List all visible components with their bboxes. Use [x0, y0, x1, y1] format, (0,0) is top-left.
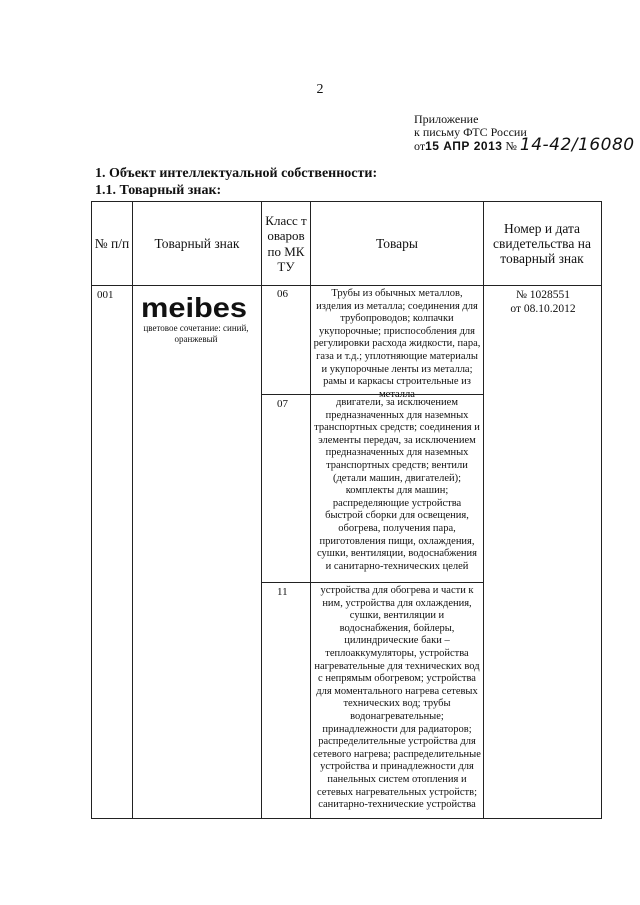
header-number: № п/п [94, 236, 130, 251]
table-border-left [91, 201, 92, 819]
trademark-table [91, 201, 602, 819]
meibes-logo [139, 293, 249, 323]
number-label: № [505, 139, 517, 153]
logo-caption: цветовое сочетание: синий, оранжевый [143, 323, 249, 344]
certificate-cell [486, 288, 600, 316]
page-number: 2 [316, 82, 324, 97]
column-divider [132, 201, 133, 819]
certificate-date: от 08.10.2012 [510, 303, 576, 315]
header-certificate: Номер и дата свидетельства на товарный знак [493, 221, 591, 266]
appendix-date-number [414, 135, 635, 155]
certificate-number: № 1028551 [515, 289, 571, 301]
logo-wordmark: meibes [141, 293, 247, 323]
header-goods: Товары [376, 236, 418, 251]
section-heading: 1. Объект интеллектуальной собственности: [95, 166, 378, 181]
table-border-right [601, 201, 602, 819]
class-number: 06 [277, 288, 288, 300]
table-header-divider [91, 285, 602, 286]
class-number: 07 [277, 398, 288, 410]
goods-description: Трубы из обычных металлов, изделия из металла; соединения для трубопроводов; колпачки укупорочные; приспособления для регулировки расхода жидкости, пара, газа и т.д.; уплотняющие материалы и укупорочные ленты из металла; рамы и каркасы строительные из металла [313, 288, 481, 400]
goods-description: устройства для обогрева и части к ним, устройства для охлаждения, сушки, вентиляции и водоснабжения, бойлеры, цилиндрические баки – теплоаккумуляторы, устройства нагревательные для технических вод с непрямым обогревом; устройства для моментального нагрева сетевых технических вод; трубы водонагревательные; принадлежности для радиаторов; распределительные устройства для сетевого нагрева; распределительные устройства и принадлежности для панельных систем отопления и сетевых нагревательных устройств; санитарно-технические устройства [313, 585, 481, 811]
column-divider [310, 201, 311, 819]
header-trademark: Товарный знак [154, 236, 240, 251]
subsection-heading: 1.1. Товарный знак: [95, 183, 222, 198]
handwritten-number: 14-42/16080 [519, 135, 635, 155]
column-divider [483, 201, 484, 819]
from-label: от [414, 139, 426, 153]
header-class: Класс товаров по МКТУ [265, 212, 307, 274]
column-divider [261, 201, 262, 819]
goods-description: двигатели, за исключением предназначенных для наземных транспортных средств; соединения и элементы передач, за исключением предназначенных для наземных транспортных средств; вентили (детали машин, двигателей); комплекты для машин; распределяющие устройства быстрой сборки для освещения, обогрева, получения пара, приготовления пищи, охлаждения, сушки, вентиляции, водоснабжения и санитарно-технических целей [314, 397, 480, 572]
appendix-block [414, 113, 635, 153]
class-row-divider [261, 582, 484, 583]
class-number: 11 [277, 586, 288, 598]
table-border-bottom [91, 818, 602, 819]
appendix-letter-ref: к письму ФТС России [414, 125, 527, 139]
row-number: 001 [97, 289, 114, 301]
appendix-title: Приложение [414, 112, 479, 126]
date-stamp: 15 АПР 2013 [425, 139, 503, 153]
